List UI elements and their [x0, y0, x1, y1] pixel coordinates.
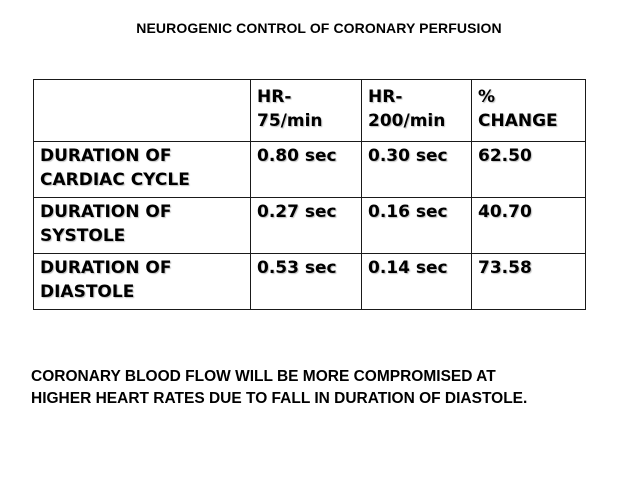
cell-hr200: 0.16 sec	[362, 198, 472, 254]
footer-line2: HIGHER HEART RATES DUE TO FALL IN DURATION OF DIASTOLE.	[31, 390, 528, 407]
perfusion-table	[33, 79, 586, 310]
header-cell-empty	[34, 80, 251, 142]
header-change-line1: %	[478, 87, 496, 107]
cell-hr75: 0.80 sec	[251, 142, 362, 198]
cell-hr200: 0.14 sec	[362, 254, 472, 310]
header-cell-change	[472, 80, 586, 142]
row-label-line2: DIASTOLE	[40, 282, 135, 302]
header-hr75-line1: HR-	[257, 87, 292, 107]
table-row-cardiac-cycle	[34, 142, 586, 198]
row-label-cell	[34, 142, 251, 198]
table-header-row	[34, 80, 586, 142]
cell-hr75: 0.27 sec	[251, 198, 362, 254]
row-label-cell	[34, 254, 251, 310]
row-label-line2: SYSTOLE	[40, 226, 126, 246]
header-change-line2: CHANGE	[478, 111, 558, 131]
cell-change: 73.58	[472, 254, 586, 310]
cell-hr200: 0.30 sec	[362, 142, 472, 198]
table-row-systole	[34, 198, 586, 254]
table-row-diastole	[34, 254, 586, 310]
header-hr200-line1: HR-	[368, 87, 403, 107]
cell-change: 62.50	[472, 142, 586, 198]
row-label-line1: DURATION OF	[40, 202, 172, 222]
footer-line1: CORONARY BLOOD FLOW WILL BE MORE COMPROMISED AT	[31, 368, 496, 385]
row-label-line1: DURATION OF	[40, 146, 172, 166]
header-hr75-line2: 75/min	[257, 111, 323, 131]
slide-title: NEUROGENIC CONTROL OF CORONARY PERFUSION	[136, 20, 502, 36]
row-label-cell	[34, 198, 251, 254]
row-label-line2: CARDIAC CYCLE	[40, 170, 190, 190]
header-cell-hr75	[251, 80, 362, 142]
header-cell-hr200	[362, 80, 472, 142]
header-hr200-line2: 200/min	[368, 111, 446, 131]
footer-note	[31, 366, 621, 410]
cell-hr75: 0.53 sec	[251, 254, 362, 310]
cell-change: 40.70	[472, 198, 586, 254]
row-label-line1: DURATION OF	[40, 258, 172, 278]
